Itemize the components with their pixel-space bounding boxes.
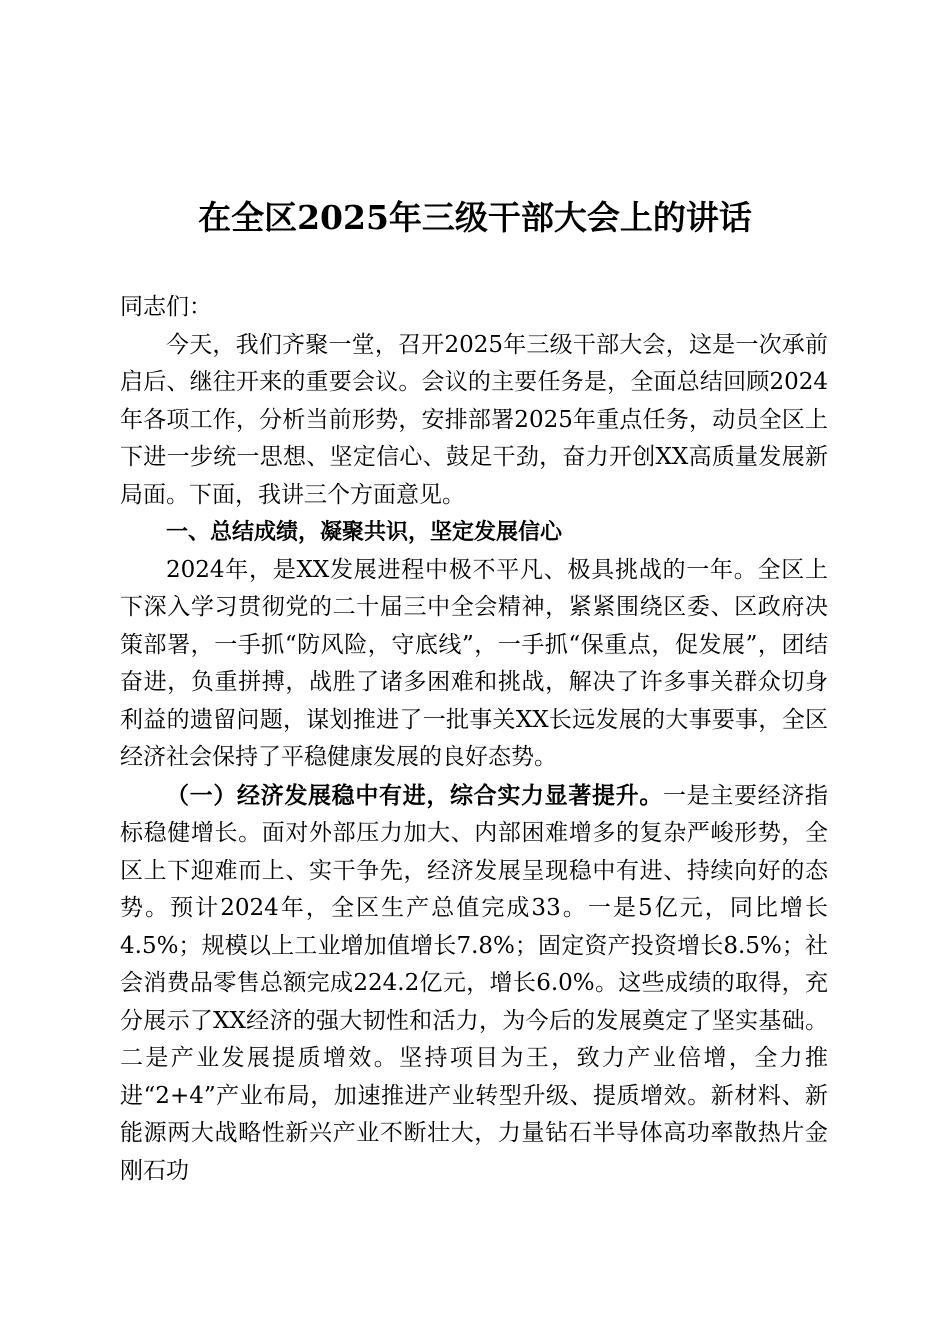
section-1-paragraph: 2024年，是XX发展进程中极不平凡、极具挑战的一年。全区上下深入学习贯彻党的二十届三中全会精神，紧紧围绕区委、区政府决策部署，一手抓“防风险，守底线”，一手抓“保重点，促发展”，团结奋进，负重拼搏，战胜了诸多困难和挑战，解决了许多事关群众切身利益的遗留问题，谋划推进了一批事关XX长远发展的大事要事，全区经济社会保持了平稳健康发展的良好态势。 — [120, 556, 828, 770]
subsection-1-paragraph — [120, 777, 828, 1191]
subsection-1-heading: （一）经济发展稳中有进，综合实力显著提升。 — [166, 781, 663, 809]
document-body — [120, 289, 828, 1190]
subsection-1-body: 一是主要经济指标稳健增长。面对外部压力加大、内部困难增多的复杂严峻形势，全区上下迎难而上、实干争先，经济发展呈现稳中有进、持续向好的态势。预计2024年，全区生产总值完成33。一是5亿元，同比增长4.5%；规模以上工业增加值增长7.8%；固定资产投资增长8.5%；社会消费品零售总额完成224.2亿元，增长6.0%。这些成绩的取得，充分展示了XX经济的强大韧性和活力，为今后的发展奠定了坚实基础。二是产业发展提质增效。坚持项目为王，致力产业倍增，全力推进“2+4”产业布局，加速推进产业转型升级、提质增效。新材料、新能源两大战略性新兴产业不断壮大，力量钻石半导体高功率散热片金刚石功 — [120, 782, 829, 1184]
intro-paragraph: 今天，我们齐聚一堂，召开2025年三级干部大会，这是一次承前启后、继往开来的重要会议。会议的主要任务是，全面总结回顾2024年各项工作，分析当前形势，安排部署2025年重点任务，动员全区上下进一步统一思想、坚定信心、鼓足干劲，奋力开创XX高质量发展新局面。下面，我讲三个方面意见。 — [120, 331, 828, 508]
section-1-heading: 一、总结成绩，凝聚共识，坚定发展信心 — [166, 520, 563, 545]
salutation: 同志们： — [120, 294, 212, 320]
document-title: 在全区2025年三级干部大会上的讲话 — [198, 198, 752, 237]
